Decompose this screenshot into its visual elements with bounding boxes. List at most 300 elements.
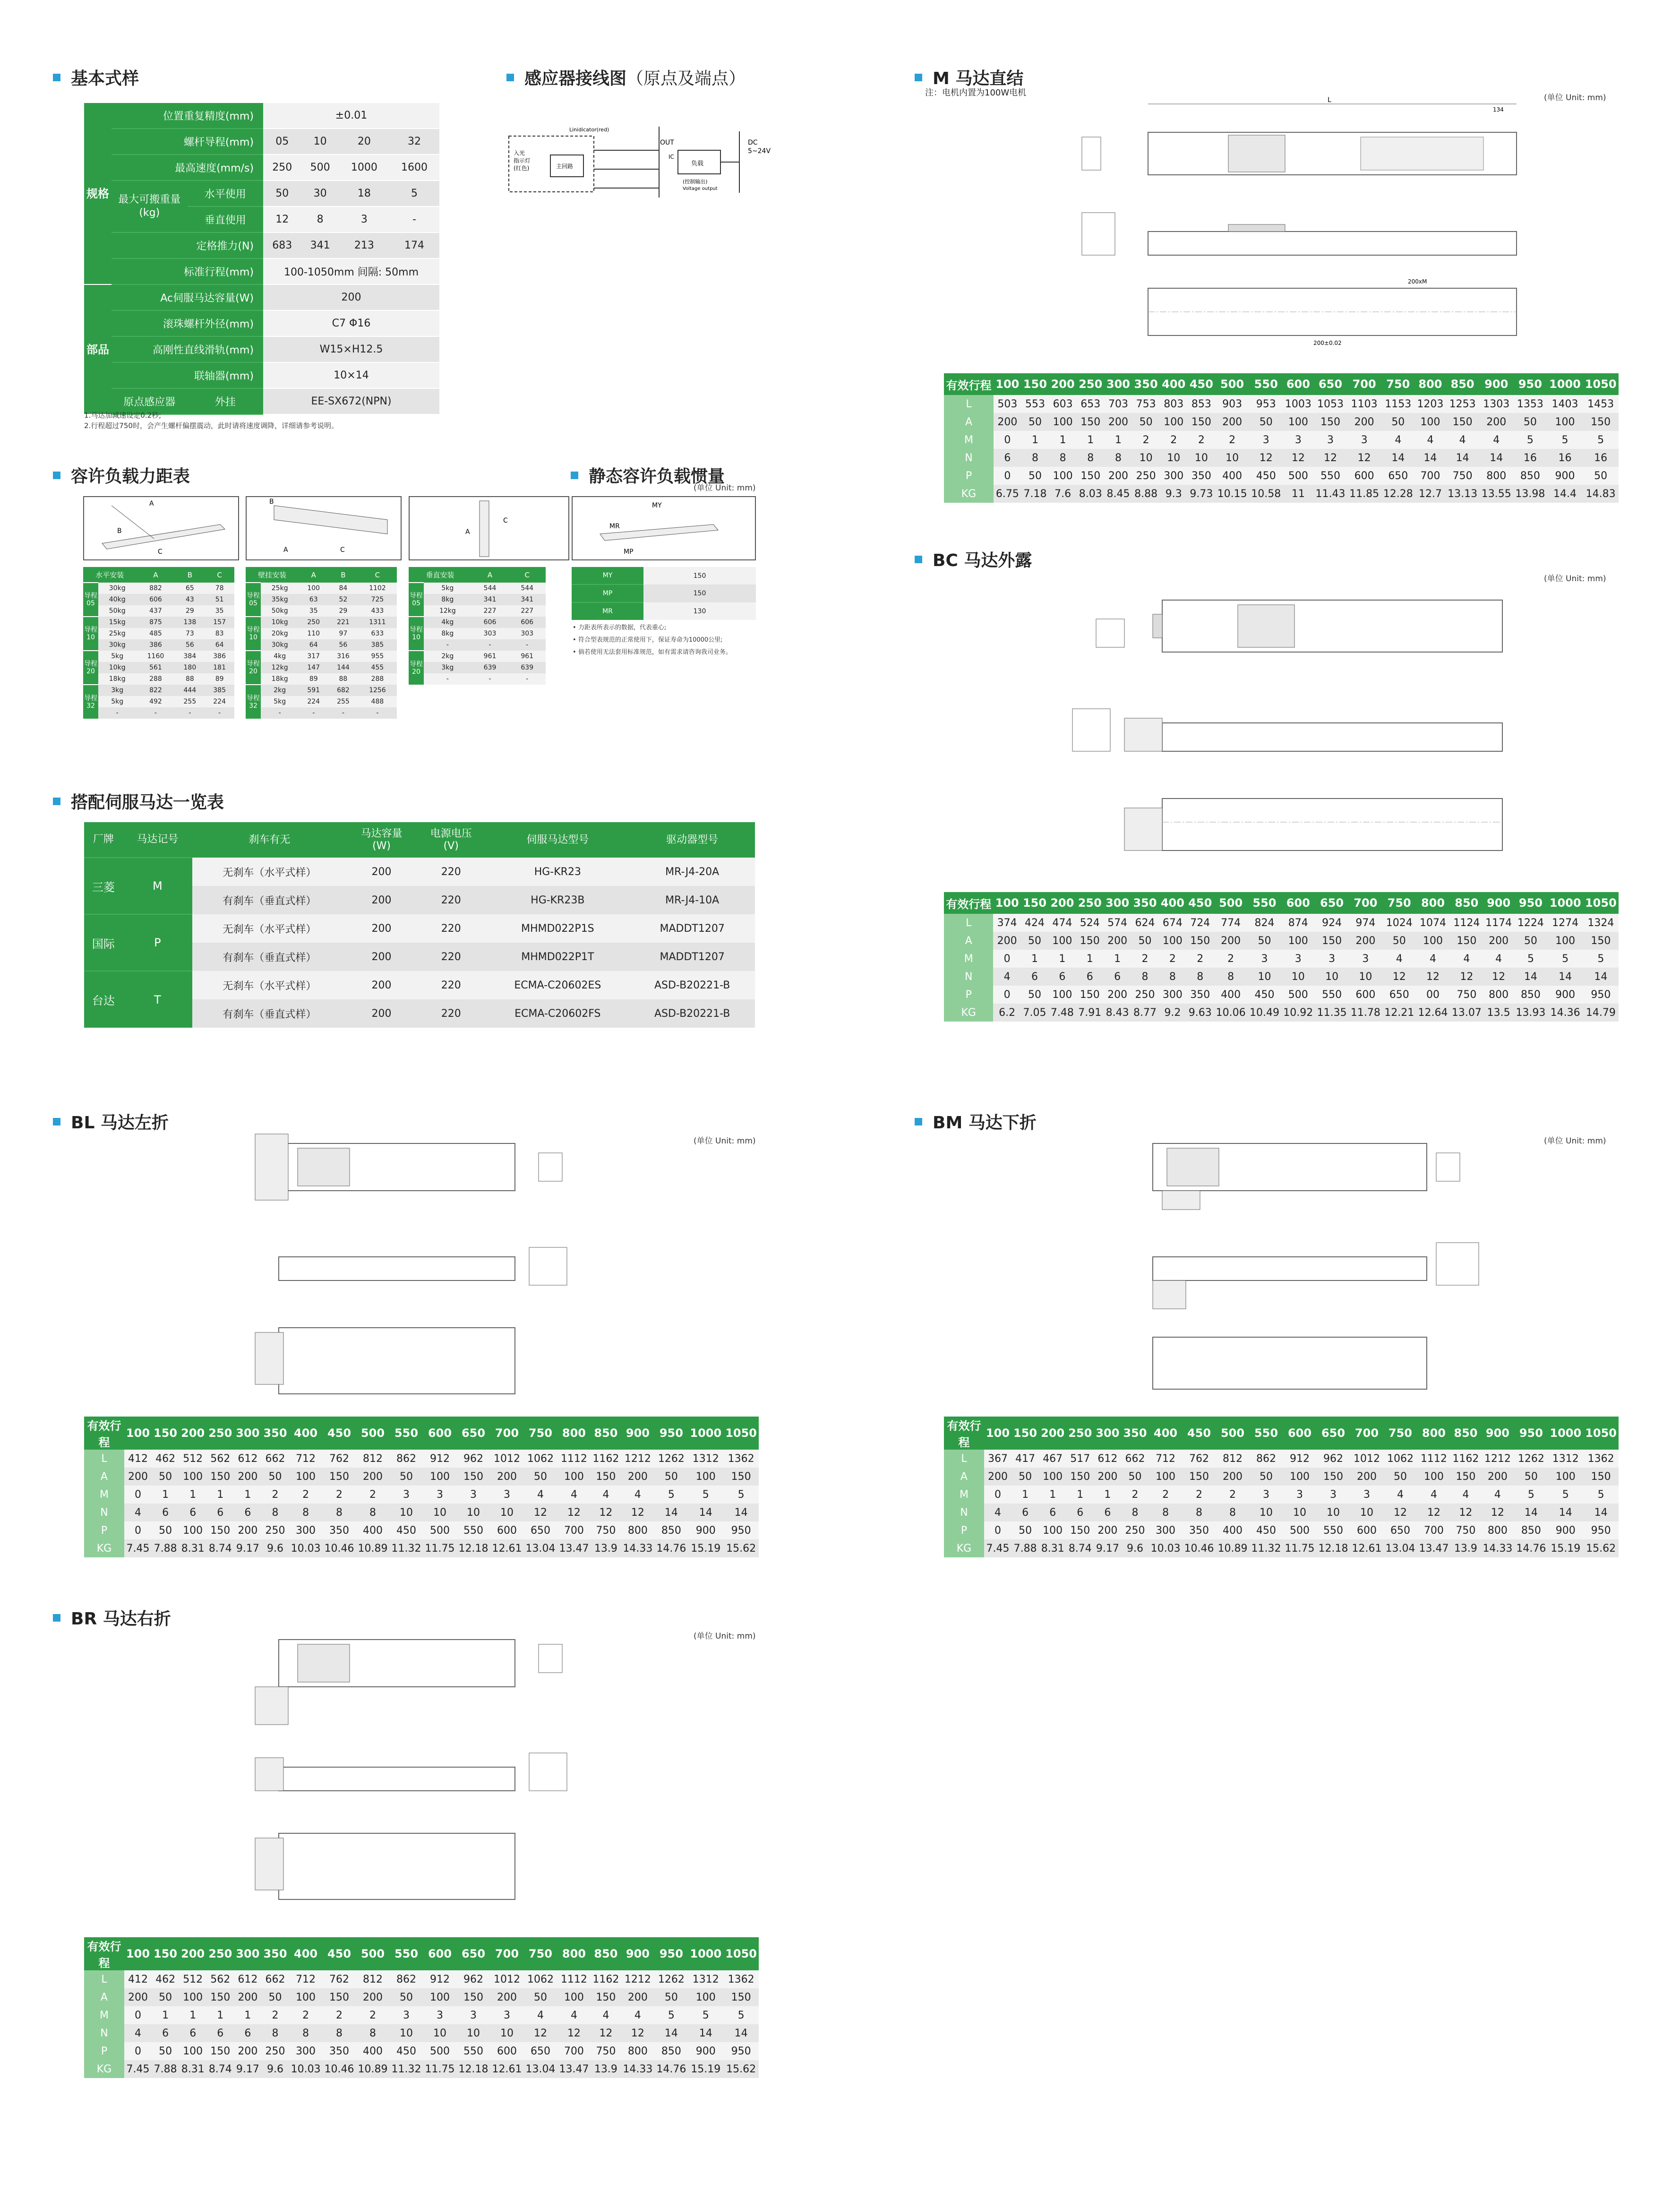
stroke-value: 650	[1313, 373, 1347, 395]
table-cell: 14.33	[621, 2060, 654, 2078]
table-cell: 50	[1011, 1468, 1039, 1486]
table-cell: MHMD022P1S	[486, 914, 629, 943]
table-cell: 12	[621, 1503, 654, 1521]
table-cell: 3	[457, 1486, 490, 1503]
group-label: 导程20	[409, 651, 424, 685]
stroke-value: 400	[1160, 373, 1188, 395]
table-cell: 12	[1450, 968, 1483, 986]
table-cell: 800	[1483, 986, 1514, 1004]
table-cell: 1	[1039, 1486, 1066, 1503]
table-cell: 850	[1514, 986, 1547, 1004]
svg-text:MP: MP	[624, 548, 634, 556]
table-row	[83, 696, 234, 707]
group-label: 导程20	[83, 651, 98, 685]
table-cell: 850	[1514, 1521, 1548, 1539]
table-cell: 3	[423, 1486, 457, 1503]
table-cell: 200	[490, 1988, 523, 2006]
row-label: M	[84, 2006, 124, 2024]
table-cell: 2	[1186, 950, 1214, 968]
table-cell: 150	[1317, 1468, 1350, 1486]
table-cell: 5	[1514, 950, 1547, 968]
table-cell: 13.55	[1479, 485, 1513, 503]
table-cell: 无刹车（水平式样）	[192, 914, 347, 943]
table-cell: 14	[1479, 449, 1513, 467]
table-cell: 12	[1481, 1503, 1514, 1521]
table-cell: 4kg	[424, 617, 471, 628]
table-row	[84, 1988, 759, 2006]
table-cell: 2	[1121, 1486, 1149, 1503]
table-cell: 150	[591, 1988, 621, 2006]
table-cell: 200	[234, 2042, 261, 2060]
table-cell: 517	[1066, 1450, 1094, 1468]
table-cell: 00	[1416, 986, 1449, 1004]
table-cell: 4	[523, 1486, 557, 1503]
stroke-value: 450	[323, 1417, 356, 1450]
spec-notes: 1.马达加减速设定0.2秒; 2.行程超过750时，会产生螺杆偏摆震动，此时请将速度调降，详细请参考说明。	[84, 411, 338, 430]
motor-code-cell: M	[123, 858, 192, 914]
motor-code-cell: T	[123, 971, 192, 1028]
table-cell: 300	[1159, 986, 1186, 1004]
table-cell: 300	[1149, 1521, 1183, 1539]
table-row	[84, 2024, 759, 2042]
table-cell: 8	[356, 2024, 390, 2042]
table-cell: 674	[1159, 914, 1186, 932]
table-cell: 653	[1077, 395, 1105, 413]
table-cell: 8	[356, 1503, 390, 1521]
column-header: 水平安装	[83, 567, 136, 583]
table-cell: 2	[323, 1486, 356, 1503]
table-cell: 16	[1547, 449, 1583, 467]
table-cell: 1311	[358, 617, 397, 628]
stroke-value: 700	[1350, 1417, 1383, 1450]
table-cell: 1	[1104, 950, 1131, 968]
table-cell: 1	[1049, 431, 1077, 449]
stroke-value: 200	[179, 1937, 206, 1970]
table-cell: 200	[124, 1468, 152, 1486]
table-row	[83, 707, 234, 719]
table-cell: 6	[1076, 968, 1104, 986]
table-row	[409, 628, 546, 639]
table-cell: 4	[557, 1486, 591, 1503]
inertia-notes: • 力距表所表示的数据，代表重心; • 符合型表规范的正常使用下，保证寿命为10000公里; • 倘若使用无法套用标准规范，如有需求请咨询我司业务。	[573, 624, 732, 656]
table-cell: 50	[523, 1988, 557, 2006]
table-cell: 1212	[621, 1450, 654, 1468]
table-cell: 51	[205, 594, 234, 605]
table-cell: 200	[1094, 1468, 1121, 1486]
table-cell: 862	[390, 1450, 423, 1468]
table-cell: 6	[994, 449, 1021, 467]
table-row	[944, 914, 1619, 932]
stroke-value: 800	[1417, 1417, 1450, 1450]
table-cell: 1253	[1446, 395, 1480, 413]
table-cell: 903	[1215, 395, 1249, 413]
table-cell: 7.6	[1049, 485, 1077, 503]
table-cell: -	[424, 639, 471, 651]
table-cell: 13.93	[1514, 1004, 1547, 1022]
table-cell: 300	[289, 1521, 323, 1539]
table-cell: 97	[328, 628, 358, 639]
table-cell: 800	[621, 1521, 654, 1539]
stroke-header-row	[944, 1417, 1619, 1450]
table-row	[246, 696, 397, 707]
column-header: 垂直安装	[409, 567, 471, 583]
table-cell: -	[205, 707, 234, 719]
table-cell: 220	[416, 914, 486, 943]
table-cell: 50	[261, 1988, 289, 2006]
table-cell: 50	[152, 1468, 179, 1486]
table-cell: 3	[1313, 431, 1347, 449]
table-cell: 2kg	[261, 685, 299, 696]
table-cell: 512	[179, 1450, 206, 1468]
table-cell: 550	[1317, 1521, 1350, 1539]
table-cell: 8	[1186, 968, 1214, 986]
table-cell: 561	[136, 662, 175, 673]
table-cell: 3	[1248, 950, 1281, 968]
table-cell: MADDT1207	[629, 914, 755, 943]
table-cell: 7.88	[152, 2060, 179, 2078]
stroke-value: 1000	[1547, 373, 1583, 395]
table-cell: 200	[234, 1521, 261, 1539]
section-title-inertia: 静态容许负载惯量	[571, 463, 725, 487]
table-cell: 8	[323, 2024, 356, 2042]
svg-text:200xM: 200xM	[1408, 278, 1427, 285]
table-cell: HG-KR23	[486, 858, 629, 886]
table-cell: 150	[591, 1468, 621, 1486]
row-label: N	[84, 1503, 124, 1521]
table-cell: 1062	[523, 1970, 557, 1988]
group-label: 导程10	[83, 617, 98, 651]
table-cell: 8	[1159, 968, 1186, 986]
svg-text:C: C	[340, 546, 345, 554]
table-cell: 15.19	[1548, 1539, 1583, 1557]
table-row	[409, 662, 546, 673]
table-cell: ASD-B20221-B	[629, 971, 755, 999]
table-cell: 10	[1350, 1503, 1383, 1521]
table-cell: 612	[234, 1970, 261, 1988]
table-cell: 2	[1149, 1486, 1183, 1503]
table-cell: 474	[1048, 914, 1076, 932]
table-cell: 5	[1548, 950, 1583, 968]
section-title-BC: BC 马达外露	[915, 547, 1032, 571]
BC-dimension-drawing	[1068, 562, 1569, 855]
table-cell: 12	[1416, 968, 1449, 986]
table-cell: 1	[152, 2006, 179, 2024]
stroke-value: 250	[1077, 373, 1105, 395]
brand-cell: 国际	[84, 914, 123, 971]
stroke-value: 350	[1131, 892, 1158, 914]
table-cell: 6	[1104, 968, 1131, 986]
table-cell: 724	[1186, 914, 1214, 932]
svg-text:L: L	[1328, 96, 1331, 104]
stroke-value: 1000	[688, 1937, 723, 1970]
table-cell: 14.76	[654, 1539, 688, 1557]
table-cell: 3	[490, 1486, 523, 1503]
group-label: 导程05	[246, 583, 261, 617]
table-cell: 88	[175, 673, 205, 685]
table-cell: 13.98	[1513, 485, 1547, 503]
table-cell: 603	[1049, 395, 1077, 413]
table-row	[246, 707, 397, 719]
table-cell: 467	[1039, 1450, 1066, 1468]
stroke-value: 500	[1215, 373, 1249, 395]
table-cell: 662	[261, 1450, 289, 1468]
row-label: N	[944, 968, 993, 986]
table-cell: 12	[591, 2024, 621, 2042]
stroke-value: 850	[1446, 373, 1480, 395]
table-cell: 200	[347, 943, 416, 971]
table-cell: 703	[1105, 395, 1132, 413]
stroke-value: 350	[261, 1417, 289, 1450]
stroke-value: 500	[1214, 892, 1247, 914]
row-label: M	[944, 1486, 984, 1503]
table-cell: 12.64	[1416, 1004, 1449, 1022]
table-cell: 8	[1216, 1503, 1250, 1521]
table-cell: 0	[994, 431, 1021, 449]
table-cell: 11.75	[423, 2060, 457, 2078]
table-cell: 725	[358, 594, 397, 605]
stroke-value: 1050	[723, 1417, 759, 1450]
group-label: 导程20	[246, 651, 261, 685]
table-cell: 50kg	[261, 605, 299, 617]
table-cell: 无刹车（水平式样）	[192, 971, 347, 999]
table-cell: 4	[621, 1486, 654, 1503]
table-cell: 1303	[1479, 395, 1513, 413]
table-cell: 150	[457, 1468, 490, 1486]
table-cell: 9.17	[234, 1539, 261, 1557]
table-row	[246, 628, 397, 639]
table-cell: 50	[1514, 1468, 1548, 1486]
table-cell: 10.89	[356, 2060, 390, 2078]
table-cell: 341	[471, 594, 509, 605]
stroke-value: 300	[1104, 892, 1131, 914]
table-cell: 412	[124, 1450, 152, 1468]
table-row	[83, 605, 234, 617]
group-label: 导程32	[246, 685, 261, 719]
table-cell: -	[508, 673, 546, 685]
table-cell: 12.28	[1381, 485, 1415, 503]
table-cell: 1102	[358, 583, 397, 594]
table-row	[409, 651, 546, 662]
table-cell: 750	[591, 1521, 621, 1539]
table-cell: 14	[1415, 449, 1446, 467]
row-label: P	[944, 467, 994, 485]
table-cell: 7.45	[984, 1539, 1011, 1557]
table-row	[84, 2006, 759, 2024]
table-cell: 16	[1583, 449, 1619, 467]
table-cell: 15.62	[723, 1539, 759, 1557]
table-cell: 1312	[1548, 1450, 1583, 1468]
table-row	[83, 673, 234, 685]
table-row	[246, 662, 397, 673]
column-header: 电源电压 (V)	[416, 822, 486, 858]
table-cell: 250	[261, 2042, 289, 2060]
table-cell: 812	[1216, 1450, 1250, 1468]
table-cell: 400	[1216, 1521, 1250, 1539]
table-row	[84, 1468, 759, 1486]
table-cell: 110	[299, 628, 328, 639]
table-cell: 147	[299, 662, 328, 673]
table-cell: 14	[688, 1503, 723, 1521]
table-cell: 10.03	[289, 2060, 323, 2078]
table-cell: 220	[416, 999, 486, 1028]
table-cell: 10.06	[1214, 1004, 1247, 1022]
table-cell: 50	[1583, 467, 1619, 485]
table-cell: 2	[289, 2006, 323, 2024]
table-cell: 3kg	[424, 662, 471, 673]
table-cell: 8.74	[206, 1539, 234, 1557]
table-cell: 500	[1283, 467, 1314, 485]
table-cell: 450	[390, 2042, 423, 2060]
table-cell: 50	[1021, 467, 1049, 485]
stroke-value: 1050	[1583, 373, 1619, 395]
moment-table-wall	[246, 567, 397, 719]
table-cell: 2	[1131, 950, 1158, 968]
table-cell: 8	[1049, 449, 1077, 467]
table-cell: 12.18	[1317, 1539, 1350, 1557]
table-cell: 10.46	[1183, 1539, 1216, 1557]
row-label: KG	[944, 485, 994, 503]
table-cell: 1212	[1481, 1450, 1514, 1468]
row-label: L	[84, 1970, 124, 1988]
table-cell: 400	[1215, 467, 1249, 485]
table-cell: 5	[723, 2006, 759, 2024]
table-cell: 100	[179, 2042, 206, 2060]
table-cell: 63	[299, 594, 328, 605]
table-cell: 0	[124, 1486, 152, 1503]
table-cell: 200	[234, 1468, 261, 1486]
table-cell: 4	[1381, 431, 1415, 449]
row-label: A	[944, 932, 993, 950]
section-title-BM: BM 马达下折	[915, 1109, 1037, 1134]
table-cell: 89	[205, 673, 234, 685]
table-cell: 150	[1583, 1468, 1619, 1486]
table-cell: -	[98, 707, 136, 719]
table-cell: 10.15	[1215, 485, 1249, 503]
table-cell: 1362	[723, 1450, 759, 1468]
stroke-value: 600	[1281, 892, 1315, 914]
table-cell: 4	[1479, 431, 1513, 449]
table-row	[84, 1539, 759, 1557]
table-cell: 1012	[1350, 1450, 1383, 1468]
svg-text:OUT: OUT	[660, 139, 674, 146]
table-cell: 288	[358, 673, 397, 685]
table-cell: 11.35	[1315, 1004, 1348, 1022]
table-cell: 200	[347, 886, 416, 914]
stroke-value: 100	[994, 373, 1021, 395]
table-cell: 624	[1131, 914, 1158, 932]
table-cell: 1256	[358, 685, 397, 696]
table-cell: 4	[591, 1486, 621, 1503]
table-cell: 875	[136, 617, 175, 628]
table-cell: 7.05	[1021, 1004, 1048, 1022]
table-cell: 1203	[1415, 395, 1446, 413]
table-cell: 221	[328, 617, 358, 628]
table-cell: 350	[1186, 986, 1214, 1004]
table-cell: 8	[1105, 449, 1132, 467]
table-cell: 574	[1104, 914, 1131, 932]
table-cell: 524	[1076, 914, 1104, 932]
table-cell: 255	[175, 696, 205, 707]
table-cell: 3	[490, 2006, 523, 2024]
stroke-value: 200	[1048, 892, 1076, 914]
table-cell: 503	[994, 395, 1021, 413]
stroke-value: 750	[523, 1417, 557, 1450]
table-cell: 12.21	[1382, 1004, 1416, 1022]
table-row	[84, 914, 755, 943]
table-cell: 50	[1381, 413, 1415, 431]
table-cell: 2	[1188, 431, 1216, 449]
table-cell: 100	[1548, 932, 1583, 950]
table-row	[944, 395, 1619, 413]
table-row	[83, 628, 234, 639]
table-cell: 157	[205, 617, 234, 628]
table-cell: 2kg	[424, 651, 471, 662]
svg-text:A: A	[283, 546, 288, 554]
table-cell: 562	[206, 1970, 234, 1988]
table-cell: 29	[328, 605, 358, 617]
stroke-value: 400	[1149, 1417, 1183, 1450]
table-cell: 50	[1382, 932, 1416, 950]
stroke-value: 250	[1066, 1417, 1094, 1450]
row-label: KG	[84, 2060, 124, 2078]
table-row	[83, 617, 234, 628]
table-cell: 13.9	[591, 1539, 621, 1557]
table-cell: 750	[1446, 467, 1480, 485]
table-cell: 1362	[723, 1970, 759, 1988]
table-cell: 4	[1383, 1486, 1417, 1503]
stroke-value: 150	[1011, 1417, 1039, 1450]
table-cell: 512	[179, 1970, 206, 1988]
stroke-value: 550	[390, 1417, 423, 1450]
table-cell: 700	[1415, 467, 1446, 485]
table-row	[84, 858, 755, 886]
table-cell: 200	[1216, 1468, 1250, 1486]
table-cell: 753	[1132, 395, 1160, 413]
table-cell: 200	[1215, 413, 1249, 431]
stroke-header-row	[944, 373, 1619, 395]
table-cell: 6	[179, 2024, 206, 2042]
table-cell: 15kg	[98, 617, 136, 628]
table-cell: 682	[328, 685, 358, 696]
table-header-row	[84, 822, 755, 858]
table-cell: 8.45	[1105, 485, 1132, 503]
table-cell: 13.47	[557, 2060, 591, 2078]
table-cell: 10.46	[323, 1539, 356, 1557]
table-cell: 1124	[1450, 914, 1483, 932]
table-cell: 200	[1105, 413, 1132, 431]
table-cell: 850	[1513, 467, 1547, 485]
table-cell: 3kg	[98, 685, 136, 696]
table-cell: 6	[1048, 968, 1076, 986]
table-cell: 10.49	[1248, 1004, 1281, 1022]
BR-unit: (单位 Unit: mm)	[694, 1632, 756, 1641]
table-cell: 3	[1250, 1486, 1283, 1503]
table-cell: 50	[1249, 413, 1283, 431]
table-cell: 317	[299, 651, 328, 662]
table-cell: 762	[323, 1450, 356, 1468]
column-header: 壁挂安装	[246, 567, 299, 583]
table-cell: 12	[523, 1503, 557, 1521]
table-cell: 13.13	[1446, 485, 1480, 503]
table-cell: 10.58	[1249, 485, 1283, 503]
table-cell: 950	[1583, 1521, 1619, 1539]
table-cell: 1162	[591, 1450, 621, 1468]
table-cell: 50	[152, 1988, 179, 2006]
table-cell: 5	[723, 1486, 759, 1503]
table-cell: 450	[1250, 1521, 1283, 1539]
table-cell: 220	[416, 886, 486, 914]
table-cell: 30kg	[98, 639, 136, 651]
